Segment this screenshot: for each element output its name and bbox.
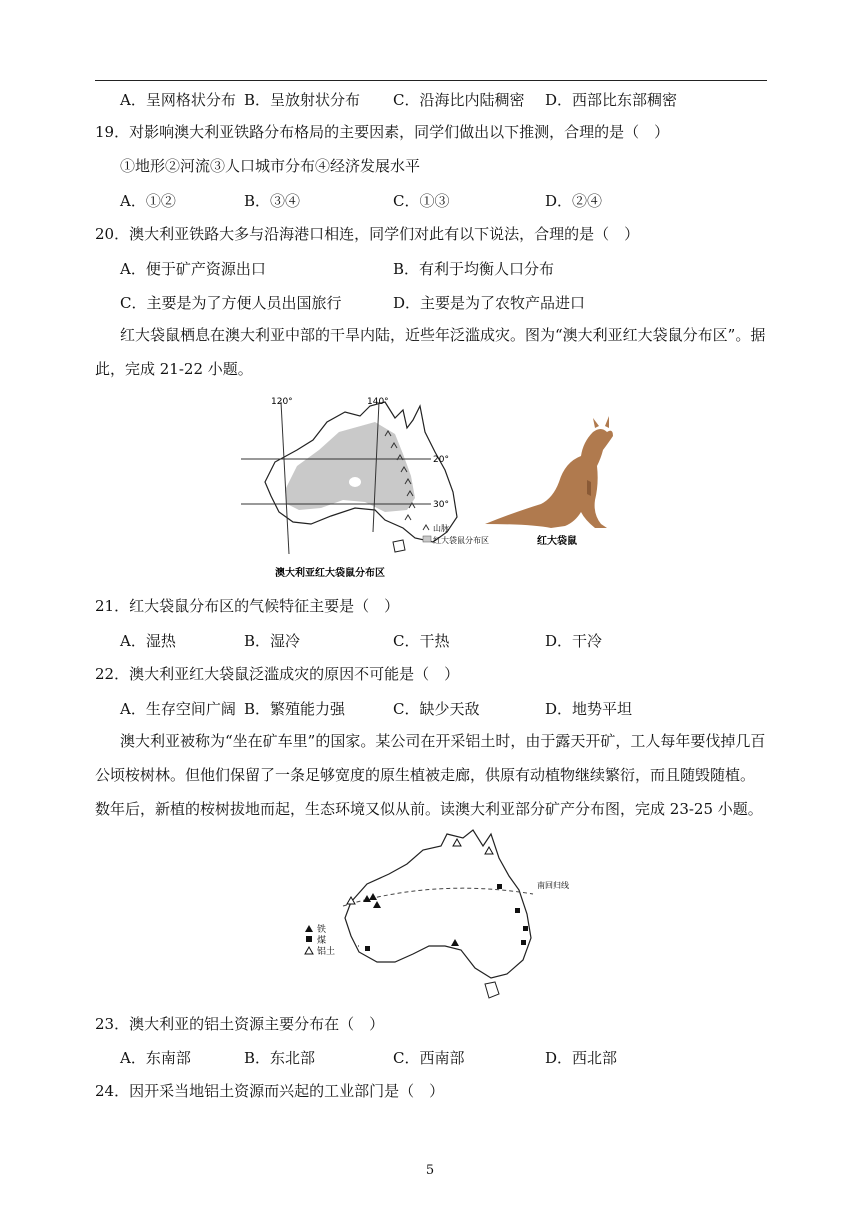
q18-option-d: D．西部比东部稠密 [545, 91, 678, 109]
q18-option-a: A．呈网格状分布 [120, 91, 236, 109]
map1-caption: 澳大利亚红大袋鼠分布区 [275, 568, 385, 579]
q19-items: ①地形②河流③人口城市分布④经济发展水平 [120, 157, 421, 175]
q21-stem: 21．红大袋鼠分布区的气候特征主要是（ ） [95, 597, 400, 615]
lat-label-30: 30° [433, 500, 449, 510]
q20-option-b: B．有利于均衡人口分布 [393, 260, 555, 278]
q21-option-b: B．湿冷 [244, 632, 301, 650]
legend-bauxite-label: 铝土 [317, 947, 336, 957]
q19-option-c: C．①③ [393, 192, 450, 210]
legend-iron-label: 铁 [317, 925, 327, 935]
q18-option-c: C．沿海比内陆稠密 [393, 91, 525, 109]
q20-option-a: A．便于矿产资源出口 [120, 260, 266, 278]
q22-option-a: A．生存空间广阔 [120, 700, 236, 718]
legend-region-icon [423, 536, 431, 542]
q20-option-c: C．主要是为了方便人员出国旅行 [120, 294, 342, 312]
q22-option-b: B．繁殖能力强 [244, 700, 346, 718]
tasmania [393, 540, 405, 552]
q19-option-b: B．③④ [244, 192, 301, 210]
passage-kangaroo: 红大袋鼠栖息在澳大利亚中部的干旱内陆，近些年泛滥成灾。图为“澳大利亚红大袋鼠分布区”。据此，完成 21-22 小题。 [95, 326, 766, 378]
tasmania-minerals [485, 982, 499, 998]
q21-option-d: D．干冷 [545, 632, 603, 650]
q20-stem: 20．澳大利亚铁路大多与沿海港口相连，同学们对此有以下说法，合理的是（ ） [95, 225, 640, 243]
q23-option-c: C．西南部 [393, 1049, 465, 1067]
q19-stem: 19．对影响澳大利亚铁路分布格局的主要因素，同学们做出以下推测，合理的是（ ） [95, 123, 670, 141]
australia-outline-minerals [345, 830, 531, 978]
legend-coal-icon [306, 936, 312, 942]
q23-option-b: B．东北部 [244, 1049, 316, 1067]
kangaroo-distribution-figure [235, 392, 625, 582]
q22-option-d: D．地势平坦 [545, 700, 633, 718]
kangaroo-caption: 红大袋鼠 [537, 536, 577, 547]
legend-iron-icon [305, 925, 313, 932]
header-rule [95, 80, 767, 81]
mineral-map-figure [295, 828, 569, 1008]
q23-option-d: D．西北部 [545, 1049, 618, 1067]
legend-bauxite-icon [305, 947, 313, 954]
kangaroo-illustration [485, 416, 613, 528]
legend-region-label: 红大袋鼠分布区 [433, 536, 489, 545]
q21-option-c: C．干热 [393, 632, 450, 650]
legend-mountain-label: 山脉 [433, 524, 449, 533]
kangaroo-region-hole [349, 477, 361, 487]
q18-option-b: B．呈放射状分布 [244, 91, 361, 109]
q23-stem: 23．澳大利亚的铝土资源主要分布在（ ） [95, 1015, 385, 1033]
legend-coal-label: 煤 [317, 936, 327, 946]
kangaroo-region [285, 422, 415, 512]
q23-option-a: A．东南部 [120, 1049, 191, 1067]
passage-mining: 澳大利亚被称为“坐在矿车里”的国家。某公司在开采铝土时，由于露天开矿，工人每年要伐掉几百公顷桉树林。但他们保留了一条足够宽度的原生植被走廊，供原有动植物继续繁衍，而且随毁随植。数年后，新植的桉树拔地而起，生态环境又似从前。读澳大利亚部分矿产分布图，完成 23-25 小题。 [95, 732, 766, 818]
q20-option-d: D．主要是为了农牧产品进口 [393, 294, 586, 312]
q19-option-d: D．②④ [545, 192, 603, 210]
q19-option-a: A．①② [120, 192, 176, 210]
lon-label-120: 120° [271, 397, 293, 407]
q22-option-c: C．缺少天敌 [393, 700, 480, 718]
q22-stem: 22．澳大利亚红大袋鼠泛滥成灾的原因不可能是（ ） [95, 665, 460, 683]
lon-label-140: 140° [367, 397, 389, 407]
q21-option-a: A．湿热 [120, 632, 176, 650]
q24-stem: 24．因开采当地铝土资源而兴起的工业部门是（ ） [95, 1082, 445, 1100]
tropic-label: 南回归线 [537, 881, 569, 890]
page-number: 5 [425, 1163, 435, 1178]
lat-label-20: 20° [433, 455, 449, 465]
